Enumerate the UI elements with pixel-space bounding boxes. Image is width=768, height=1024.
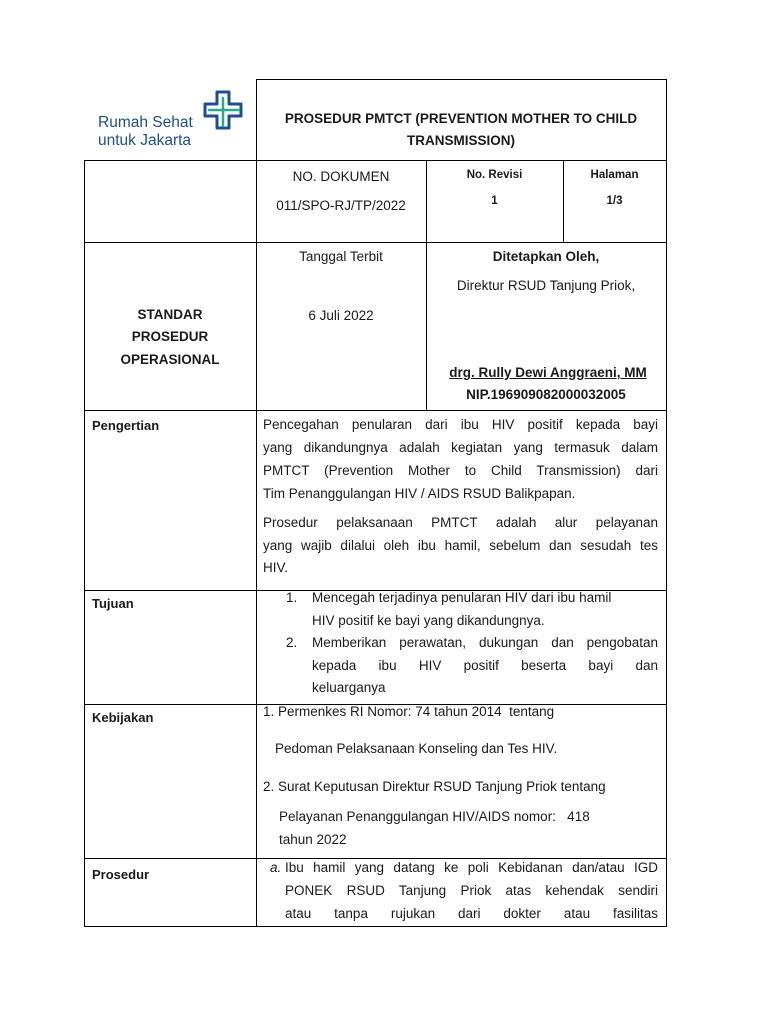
tujuan-item1-line1: Mencegah terjadinya penularan HIV dari ibu hamil bbox=[312, 590, 612, 605]
tujuan-item1-number: 1. bbox=[286, 590, 298, 605]
kebijakan-line2: Pedoman Pelaksanaan Konseling dan Tes HIV. bbox=[275, 741, 558, 756]
no-dokumen-value: 011/SPO-RJ/TP/2022 bbox=[276, 198, 406, 213]
kebijakan-label: Kebijakan bbox=[92, 710, 154, 725]
pengertian-p1-line3: PMTCT (Prevention Mother to Child Transmission) dari bbox=[263, 463, 658, 478]
hospital-logo bbox=[96, 88, 256, 152]
tujuan-item2-number: 2. bbox=[286, 635, 298, 650]
halaman-value: 1/3 bbox=[606, 195, 623, 207]
ditetapkan-oleh-label: Ditetapkan Oleh, bbox=[492, 249, 600, 264]
tanggal-terbit-value: 6 Juli 2022 bbox=[308, 308, 374, 323]
tujuan-item1-line2: HIV positif ke bayi yang dikandungnya. bbox=[312, 613, 545, 628]
pengertian-p2-line1: Prosedur pelaksanaan PMTCT adalah alur pelayanan bbox=[263, 515, 658, 530]
revisi-label: No. Revisi bbox=[466, 169, 523, 181]
document-title-line2: TRANSMISSION) bbox=[407, 133, 515, 148]
tujuan-label: Tujuan bbox=[92, 596, 134, 611]
logo-text-line2: untuk Jakarta bbox=[98, 132, 192, 149]
pengertian-p1-line1: Pencegahan penularan dari ibu HIV positif kepada bayi bbox=[263, 417, 658, 432]
sop-label-line3: OPERASIONAL bbox=[120, 352, 220, 367]
director-nip: NIP.196909082000032005 bbox=[466, 387, 626, 402]
prosedur-line1: Ibu hamil yang datang ke poli Kebidanan dan/atau IGD bbox=[285, 860, 658, 875]
prosedur-item-letter: a. bbox=[270, 860, 282, 875]
tujuan-item2-line2: kepada ibu HIV positif beserta bayi dan bbox=[312, 658, 658, 673]
halaman-label: Halaman bbox=[590, 169, 639, 181]
logo-text-line1: Rumah Sehat bbox=[98, 114, 193, 131]
director-name: drg. Rully Dewi Anggraeni, MM bbox=[449, 365, 647, 380]
kebijakan-line5: tahun 2022 bbox=[279, 832, 347, 847]
tanggal-terbit-label: Tanggal Terbit bbox=[299, 249, 383, 264]
sop-label-line1: STANDAR bbox=[137, 307, 203, 322]
kebijakan-line1: 1. Permenkes RI Nomor: 74 tahun 2014 tentang bbox=[263, 704, 555, 719]
pengertian-label: Pengertian bbox=[92, 418, 160, 433]
pengertian-p2-line2: yang wajib dilalui oleh ibu hamil, sebelum dan sesudah tes bbox=[263, 538, 658, 553]
prosedur-label: Prosedur bbox=[92, 867, 150, 882]
pengertian-p1-line2: yang dikandungnya adalah kegiatan yang termasuk dalam bbox=[263, 440, 658, 455]
pengertian-p1-line4: Tim Penanggulangan HIV / AIDS RSUD Balikpapan. bbox=[263, 486, 576, 501]
sop-label-line2: PROSEDUR bbox=[131, 329, 209, 344]
director-title: Direktur RSUD Tanjung Priok, bbox=[456, 278, 636, 293]
tujuan-item2-line1: Memberikan perawatan, dukungan dan pengobatan bbox=[312, 635, 658, 650]
prosedur-line3: atau tanpa rujukan dari dokter atau fasilitas bbox=[285, 906, 658, 921]
no-dokumen-label: NO. DOKUMEN bbox=[292, 169, 390, 184]
kebijakan-line4: Pelayanan Penanggulangan HIV/AIDS nomor: 418 bbox=[279, 809, 590, 824]
medical-cross-icon bbox=[200, 88, 248, 132]
pengertian-p2-line3: HIV. bbox=[263, 560, 289, 575]
tujuan-item2-line3: keluarganya bbox=[312, 680, 386, 695]
kebijakan-line3: 2. Surat Keputusan Direktur RSUD Tanjung Priok tentang bbox=[263, 779, 606, 794]
prosedur-line2: PONEK RSUD Tanjung Priok atas kehendak sendiri bbox=[285, 883, 658, 898]
revisi-value: 1 bbox=[491, 195, 498, 207]
document-title-line1: PROSEDUR PMTCT (PREVENTION MOTHER TO CHILD bbox=[284, 111, 638, 126]
